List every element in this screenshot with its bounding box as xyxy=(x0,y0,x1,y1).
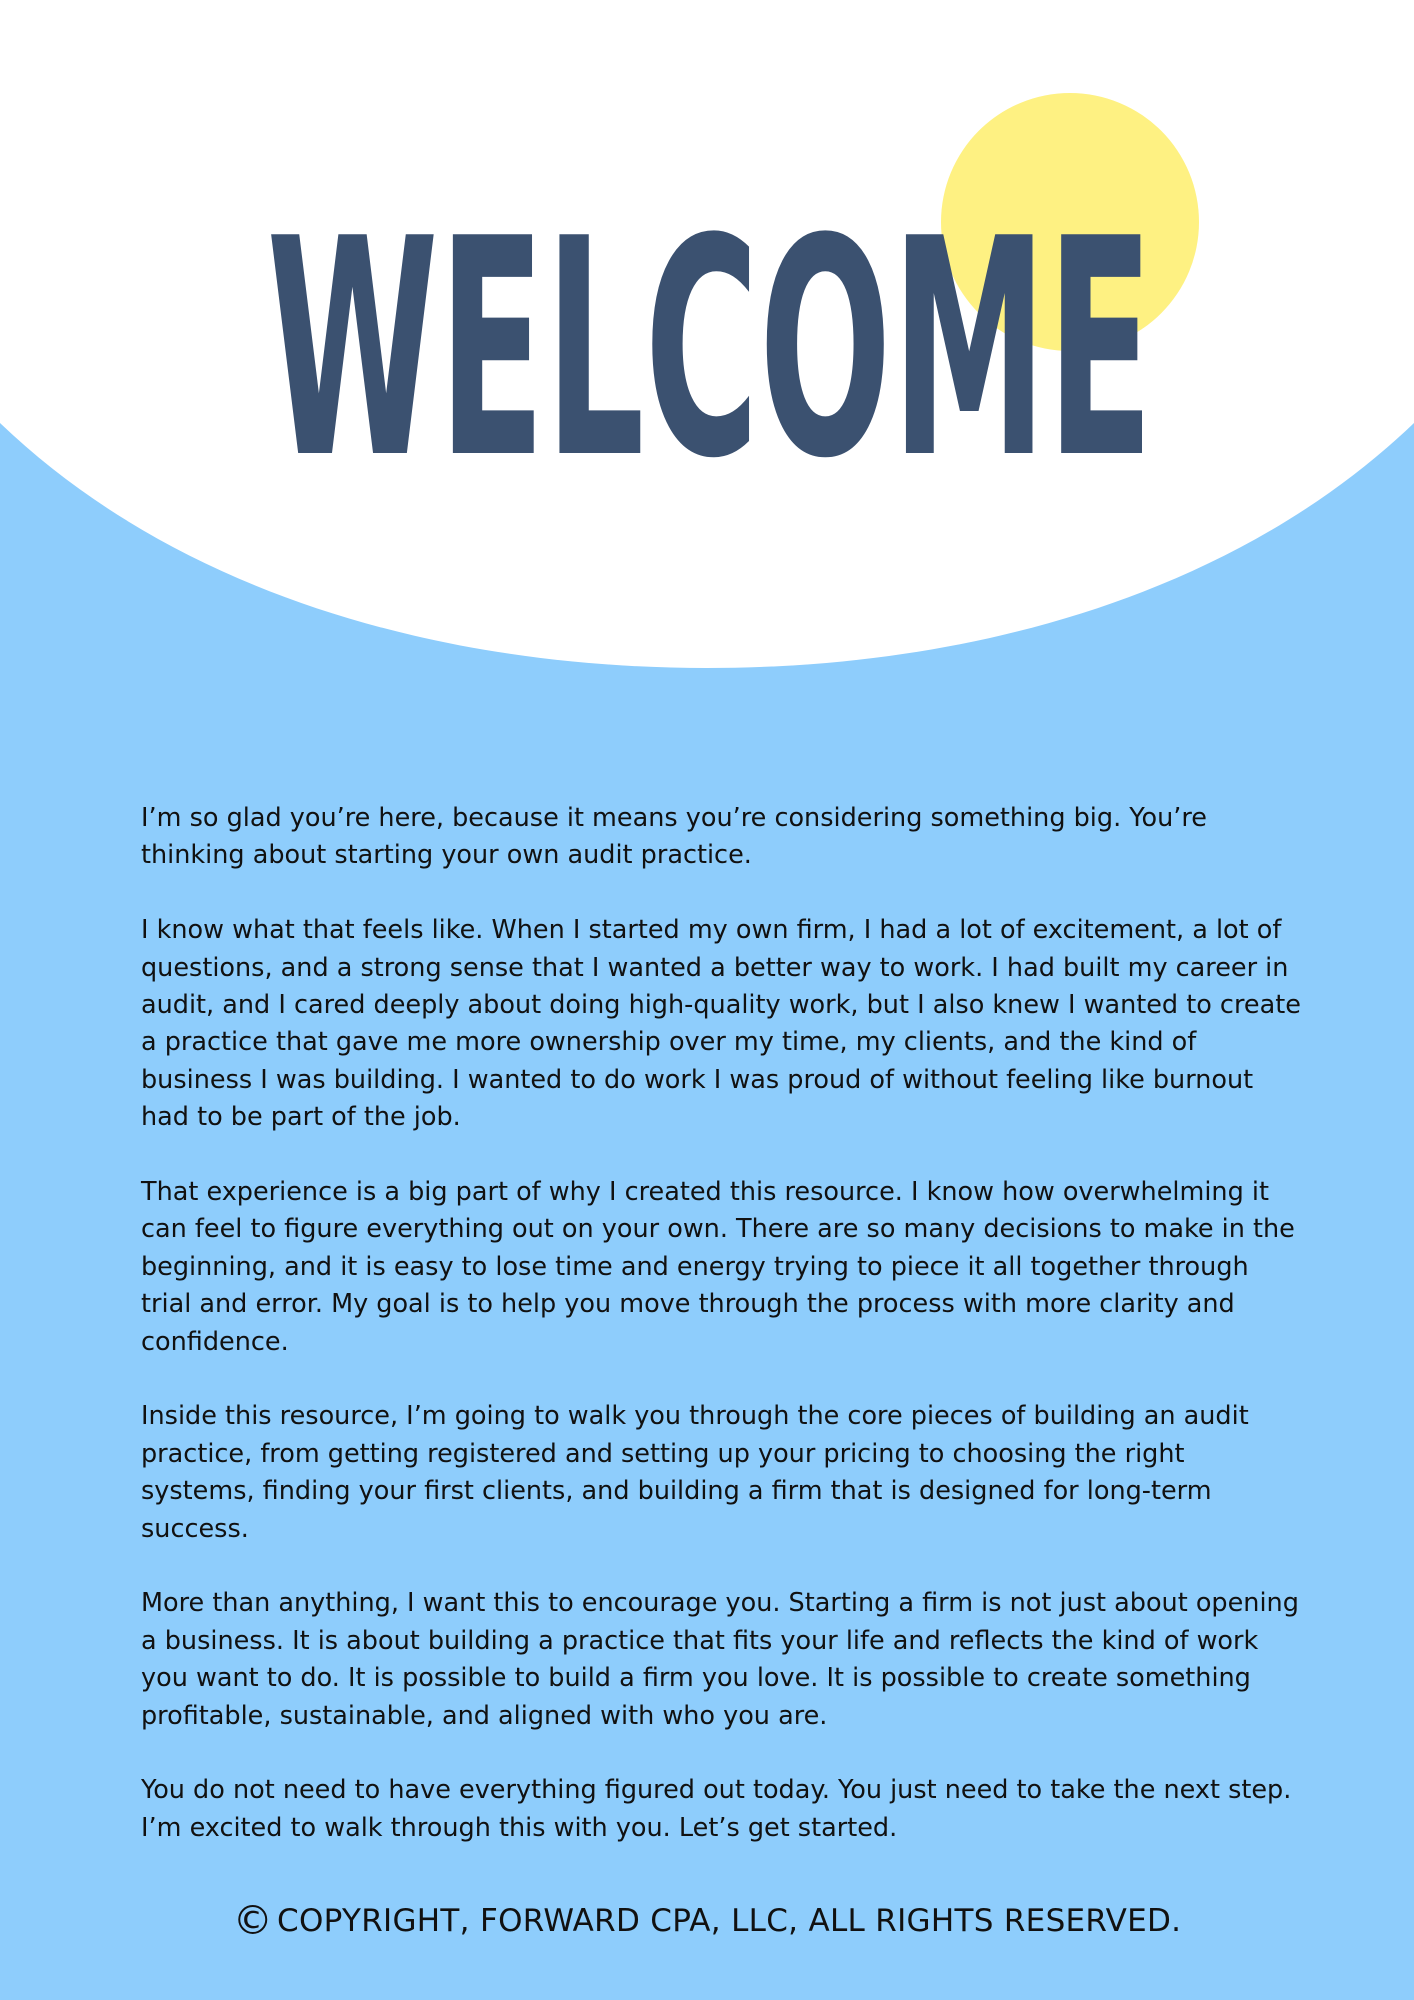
paragraph-2: I know what that feels like. When I started my own firm, I had a lot of excitement, a lot of questions, and a strong sense that I wanted a better way to work. I had built my career in audit, and I cared deeply about doing high-quality work, but I also knew I wanted to create a practice that gave me more ownership over my time, my clients, and the kind of business I was building. I wanted to do work I was proud of without feeling like burnout had to be part of the job. xyxy=(141,915,1301,1133)
paragraph-6: You do not need to have everything figured out today. You just need to take the next step. I’m excited to walk through this with you. Let’s get started. xyxy=(141,1775,1292,1843)
copyright-footer xyxy=(0,1898,1414,1944)
paragraph-5: More than anything, I want this to encourage you. Starting a firm is not just about opening a business. It is about building a practice that fits your life and reflects the kind of work you want to do. It is possible to build a firm you love. It is possible to create something profitable, sustainable, and aligned with who you are. xyxy=(141,1588,1299,1731)
copyright-icon: © xyxy=(232,1898,273,1944)
title-container xyxy=(0,175,1414,524)
paragraph-4: Inside this resource, I’m going to walk you through the core pieces of building an audit practice, from getting registered and setting up your pricing to choosing the right systems, finding your first clients, and building a firm that is designed for long-term success. xyxy=(141,1401,1249,1544)
page-title: WELCOME xyxy=(266,175,1154,524)
paragraph-1: I’m so glad you’re here, because it means you’re considering something big. You’re thinking about starting your own audit practice. xyxy=(141,803,1207,871)
copyright-text: COPYRIGHT, FORWARD CPA, LLC, ALL RIGHTS RESERVED. xyxy=(277,1903,1182,1939)
welcome-letter xyxy=(141,800,1301,1885)
paragraph-3: That experience is a big part of why I created this resource. I know how overwhelming it can feel to figure everything out on your own. There are so many decisions to make in the beginning, and it is easy to lose time and energy trying to piece it all together through trial and error. My goal is to help you move through the process with more clarity and confidence. xyxy=(141,1177,1295,1357)
